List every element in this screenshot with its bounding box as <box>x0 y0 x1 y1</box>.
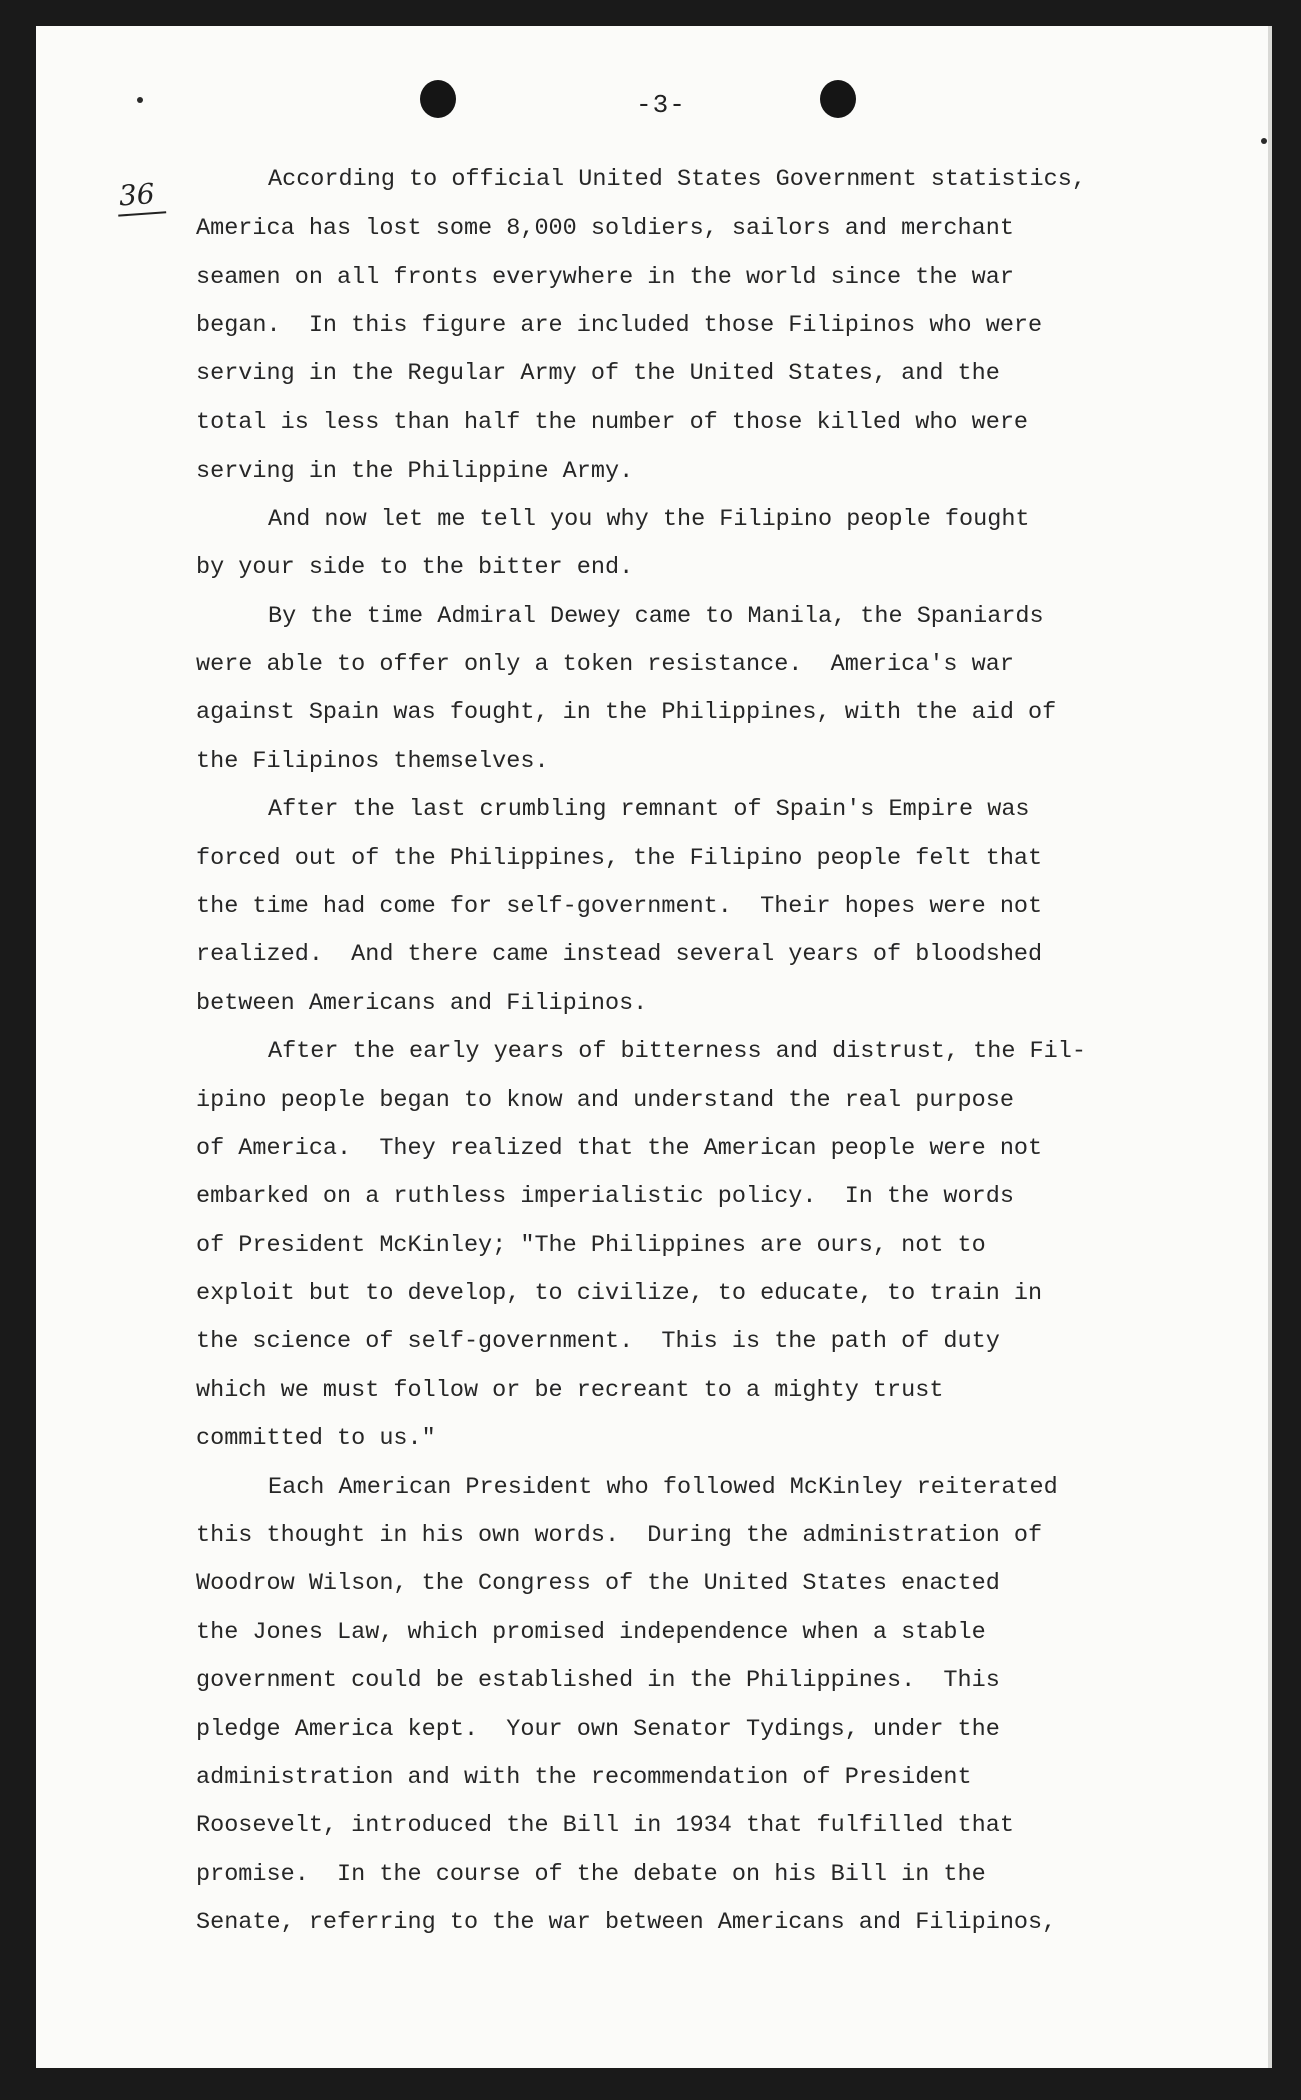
text-line: forced out of the Philippines, the Filipino people felt that <box>196 845 1043 872</box>
text-line: were able to offer only a token resistance. America's war <box>196 651 1014 678</box>
text-line: exploit but to develop, to civilize, to educate, to train in <box>196 1280 1043 1307</box>
text-line: By the time Admiral Dewey came to Manila, the Spaniards <box>268 603 1044 630</box>
text-line: According to official United States Government statistics, <box>268 166 1086 193</box>
text-line: the time had come for self-government. Their hopes were not <box>196 893 1043 920</box>
handwritten-margin-note: 36 <box>116 176 166 216</box>
text-line: And now let me tell you why the Filipino people fought <box>268 506 1030 533</box>
text-line: committed to us." <box>196 1425 436 1452</box>
text-line: administration and with the recommendation of President <box>196 1764 972 1791</box>
text-line: which we must follow or be recreant to a mighty trust <box>196 1377 944 1404</box>
text-line: America has lost some 8,000 soldiers, sailors and merchant <box>196 215 1014 242</box>
punch-hole <box>820 80 856 118</box>
text-line: government could be established in the Philippines. This <box>196 1667 1000 1694</box>
ink-speck <box>137 97 143 103</box>
text-line: total is less than half the number of those killed who were <box>196 409 1029 436</box>
text-line: Woodrow Wilson, the Congress of the United States enacted <box>196 1570 1000 1597</box>
text-line: After the early years of bitterness and distrust, the Fil- <box>268 1038 1086 1065</box>
text-line: began. In this figure are included those Filipinos who were <box>196 312 1043 339</box>
text-line: the science of self-government. This is the path of duty <box>196 1328 1000 1355</box>
text-line: Senate, referring to the war between Americans and Filipinos, <box>196 1909 1057 1936</box>
text-line: promise. In the course of the debate on his Bill in the <box>196 1861 986 1888</box>
page-number: -3- <box>636 90 686 120</box>
text-line: ipino people began to know and understand the real purpose <box>196 1087 1014 1114</box>
text-line: by your side to the bitter end. <box>196 554 634 581</box>
text-line: seamen on all fronts everywhere in the world since the war <box>196 264 1014 291</box>
punch-hole <box>420 80 456 118</box>
text-line: between Americans and Filipinos. <box>196 990 648 1017</box>
text-line: the Filipinos themselves. <box>196 748 549 775</box>
text-line: the Jones Law, which promised independence when a stable <box>196 1619 986 1646</box>
text-line: this thought in his own words. During the administration of <box>196 1522 1043 1549</box>
text-line: against Spain was fought, in the Philippines, with the aid of <box>196 699 1057 726</box>
text-line: pledge America kept. Your own Senator Tydings, under the <box>196 1716 1000 1743</box>
text-line: serving in the Philippine Army. <box>196 458 634 485</box>
ink-speck <box>1261 138 1267 144</box>
text-line: embarked on a ruthless imperialistic policy. In the words <box>196 1183 1014 1210</box>
text-line: After the last crumbling remnant of Spain's Empire was <box>268 796 1030 823</box>
text-line: serving in the Regular Army of the United States, and the <box>196 360 1000 387</box>
text-line: Each American President who followed McKinley reiterated <box>268 1474 1058 1501</box>
text-line: Roosevelt, introduced the Bill in 1934 that fulfilled that <box>196 1812 1014 1839</box>
text-line: of President McKinley; "The Philippines are ours, not to <box>196 1232 986 1259</box>
text-line: of America. They realized that the American people were not <box>196 1135 1043 1162</box>
text-line: realized. And there came instead several years of bloodshed <box>196 941 1043 968</box>
